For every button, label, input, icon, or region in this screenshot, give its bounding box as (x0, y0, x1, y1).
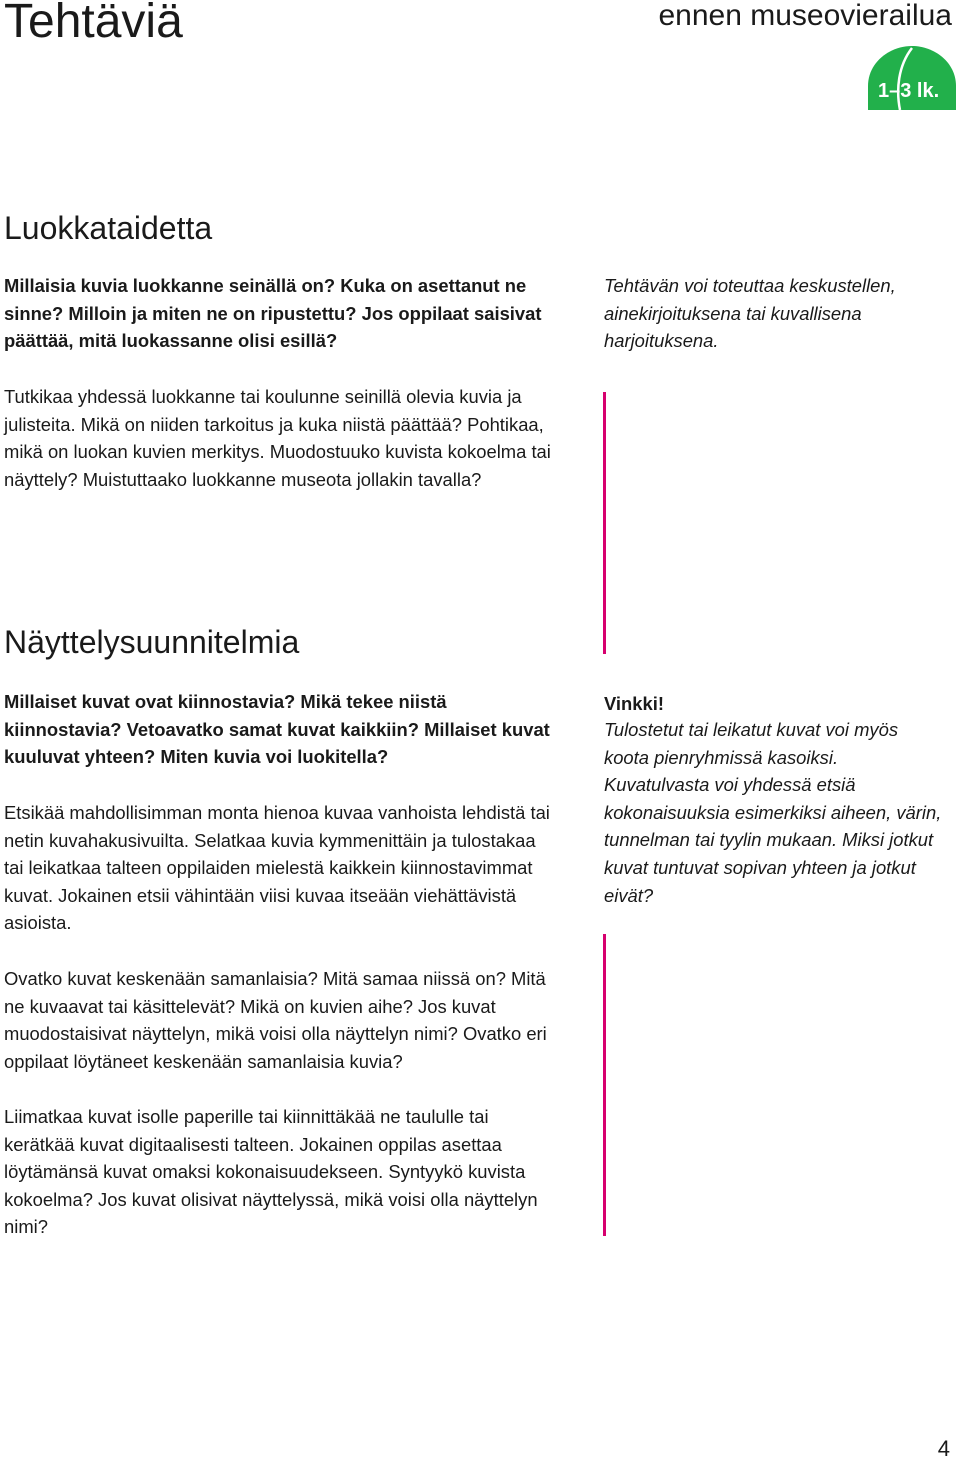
magenta-divider-line (603, 934, 606, 1236)
tip-text: Tulostetut tai leikatut kuvat voi myös koota pienryhmissä kasoiksi. Kuvatulvasta voi yhdessä etsiä kokonaisuuksia esimerkiksi aiheen, värin, tunnelman tai tyylin mukaan. Miksi jotkut kuvat tuntuvat sopivan yhteen ja jotkut eivät? (604, 719, 942, 906)
grade-badge-label: 1–3 lk. (878, 80, 940, 102)
section-heading-luokkataidetta: Luokkataidetta (4, 210, 213, 246)
magenta-divider-line (603, 392, 606, 654)
section1-side-note: Tehtävän voi toteuttaa keskustellen, ainekirjoituksena tai kuvallisena harjoituksena. (604, 275, 896, 352)
section-heading-nayttelysuunnitelmia: Näyttelysuunnitelmia (4, 624, 300, 660)
page-subtitle: ennen museovierailua (658, 0, 952, 32)
section1-paragraph: Tutkikaa yhdessä luokkanne tai koulunne seinillä olevia kuvia ja julisteita. Mikä on niiden tarkoitus ja kuka niistä päättää? Pohtikaa, mikä on luokan kuvien merkitys. Muodostuuko kuvista kokoelma tai näyttely? Muistuttaako luokkanne museota jollakin tavalla? (4, 386, 551, 490)
page-number: 4 (937, 1436, 950, 1461)
section2-paragraph-3: Liimatkaa kuvat isolle paperille tai kiinnittäkää ne taululle tai kerätkää kuvat digitaalisesti talteen. Jokainen oppilas asettaa löytämänsä kuvat omaksi kokonaisuudekseen. Syntyykö kuvista kokoelma? Jos kuvat olisivat näyttelyssä, mikä voisi olla näyttelyn nimi? (4, 1106, 538, 1238)
tip-title: Vinkki! (604, 693, 664, 714)
section2-paragraph-2: Ovatko kuvat keskenään samanlaisia? Mitä samaa niissä on? Mitä ne kuvaavat tai käsittelevät? Mikä on kuvien aihe? Jos kuvat muodostaisivat näyttelyn, mikä voisi olla näyttelyn nimi? Ovatko eri oppilaat löytäneet keskenään samanlaisia kuvia? (4, 968, 547, 1072)
grade-badge (868, 46, 956, 110)
page-title: Tehtäviä (4, 0, 183, 48)
section2-intro: Millaiset kuvat ovat kiinnostavia? Mikä tekee niistä kiinnostavia? Vetoavatko samat kuvat kaikkiin? Millaiset kuvat kuuluvat yhteen? Miten kuvia voi luokitella? (4, 691, 550, 768)
section1-intro: Millaisia kuvia luokkanne seinällä on? Kuka on asettanut ne sinne? Milloin ja miten ne on ripustettu? Jos oppilaat saisivat päättää, mitä luokassanne olisi esillä? (4, 275, 542, 352)
section2-paragraph-1: Etsikää mahdollisimman monta hienoa kuvaa vanhoista lehdistä tai netin kuvahakusivuilta. Selatkaa kuvia kymmenittäin ja tulostakaa tai leikatkaa talteen oppilaiden mielestä kaikkein kiinnostavimmat kuvat. Jokainen etsii vähintään viisi kuvaa itseään viehättävistä asioista. (4, 802, 550, 934)
